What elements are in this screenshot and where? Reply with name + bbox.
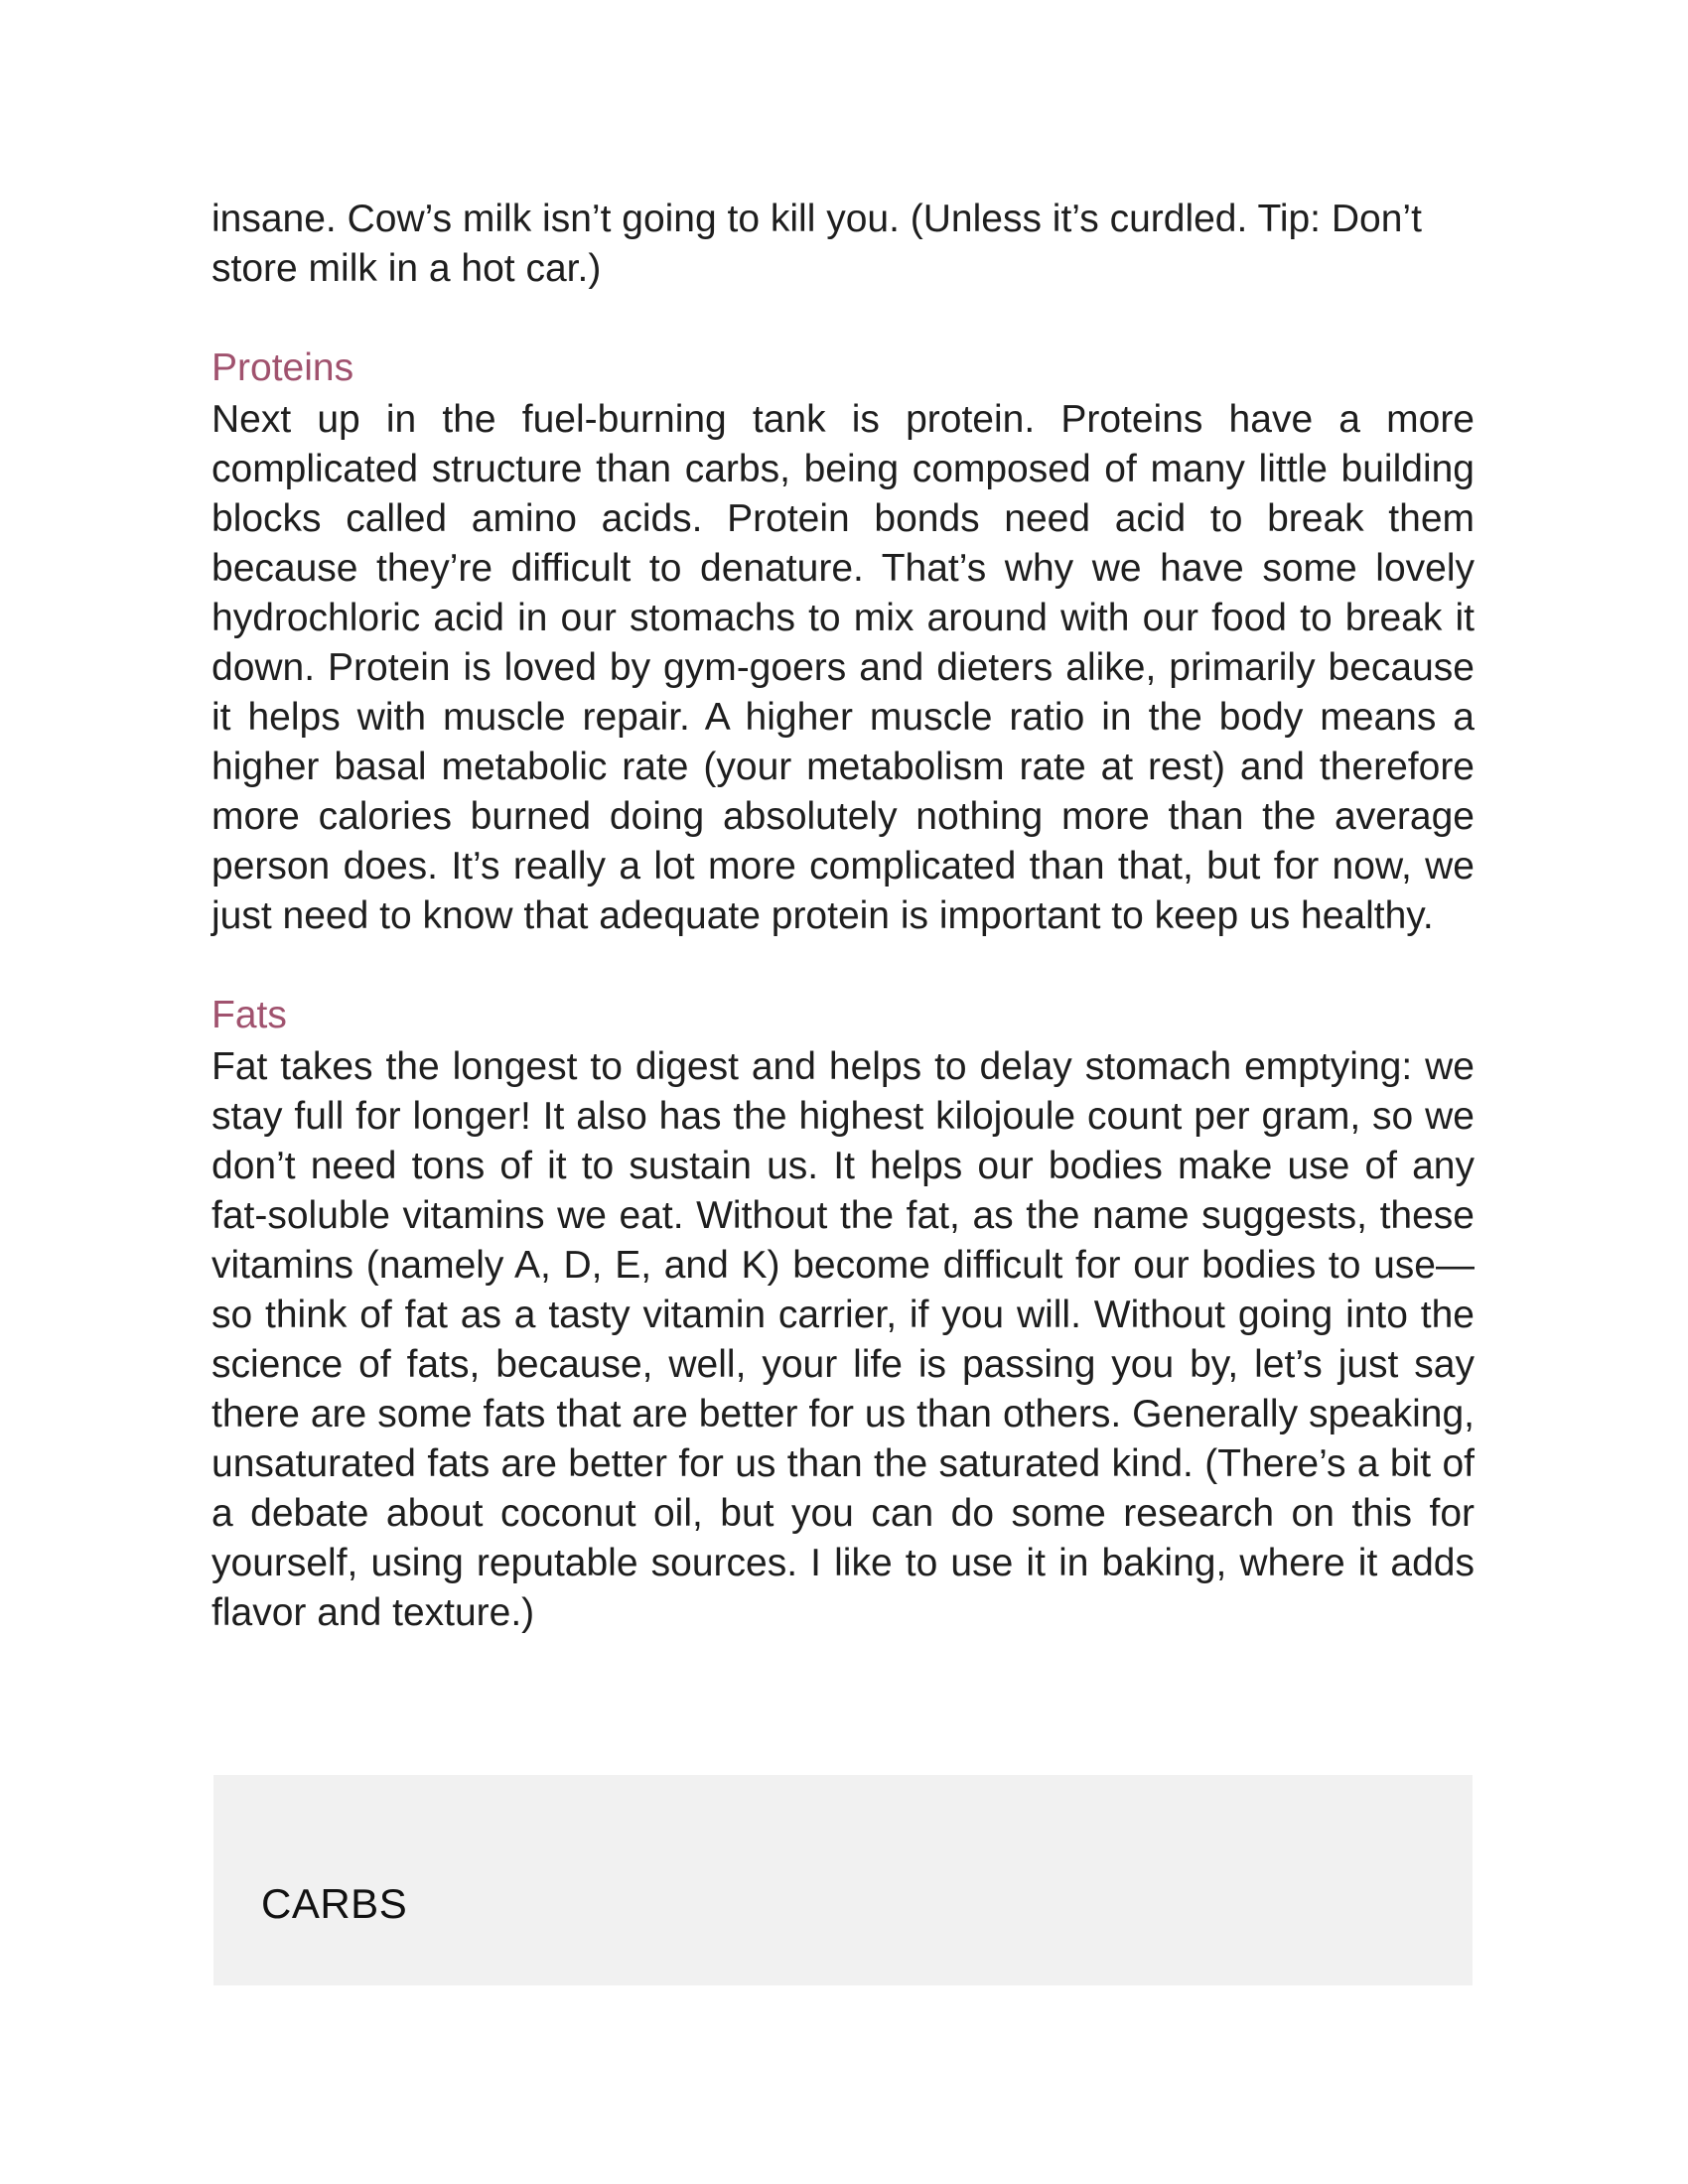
callout-title: CARBS	[261, 1880, 408, 1927]
callout-box	[213, 1775, 1473, 1985]
section-heading-fats: Fats	[211, 994, 287, 1036]
intro-paragraph: insane. Cow’s milk isn’t going to kill you. (Unless it’s curdled. Tip: Don’t store milk in a hot car.)	[211, 198, 1422, 290]
section-proteins	[211, 343, 1475, 941]
section-fats	[211, 991, 1475, 1638]
section-body-proteins: Next up in the fuel-burning tank is protein. Proteins have a more complicated structure than carbs, being composed of many little building blocks called amino acids. Protein bonds need acid to break them because they’re difficult to denature. That’s why we have some lovely hydrochloric acid in our stomachs to mix around with our food to break it down. Protein is loved by gym-goers and dieters alike, primarily because it helps with muscle repair. A higher muscle ratio in the body means a higher basal metabolic rate (your metabolism rate at rest) and therefore more calories burned doing absolutely nothing more than the average person does. It’s really a lot more complicated than that, but for now, we just need to know that adequate protein is important to keep us healthy.	[211, 398, 1475, 937]
document-page	[211, 195, 1475, 1638]
section-heading-proteins: Proteins	[211, 346, 354, 389]
section-body-fats: Fat takes the longest to digest and helps to delay stomach emptying: we stay full for longer! It also has the highest kilojoule count per gram, so we don’t need tons of it to sustain us. It helps our bodies make use of any fat-soluble vitamins we eat. Without the fat, as the name suggests, these vitamins (namely A, D, E, and K) become difficult for our bodies to use—so think of fat as a tasty vitamin carrier, if you will. Without going into the science of fats, because, well, your life is passing you by, let’s just say there are some fats that are better for us than others. Generally speaking, unsaturated fats are better for us than the saturated kind. (There’s a bit of a debate about coconut oil, but you can do some research on this for yourself, using reputable sources. I like to use it in baking, where it adds flavor and texture.)	[211, 1045, 1475, 1634]
